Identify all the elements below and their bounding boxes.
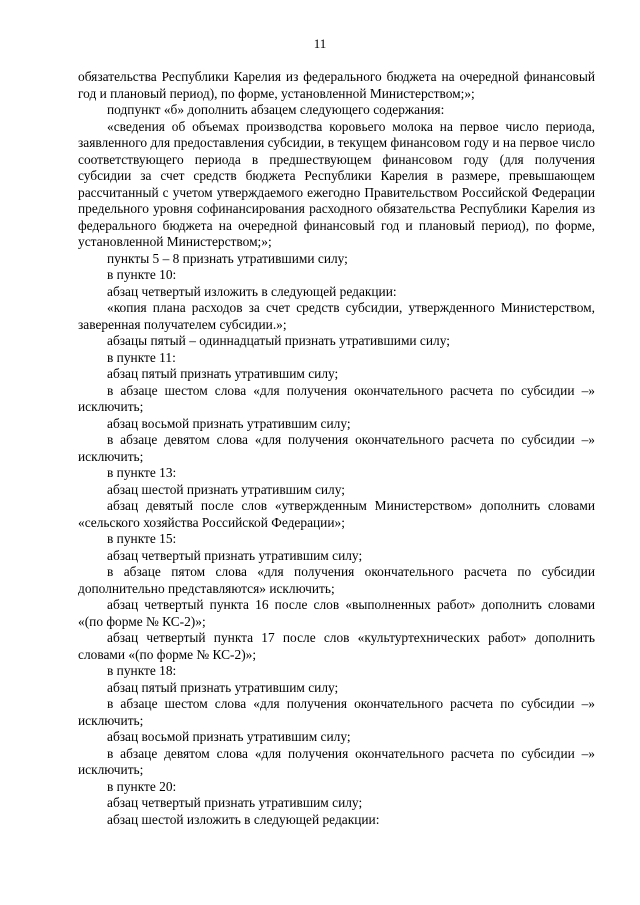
- paragraph: абзац пятый признать утратившим силу;: [107, 679, 339, 695]
- paragraph: обязательства Республики Карелия из федерального бюджета на очередной финансовый год и плановый период), по форме, установленной Министерством;»;: [78, 69, 595, 101]
- paragraph: в пункте 20:: [107, 778, 177, 794]
- paragraph: абзац восьмой признать утратившим силу;: [107, 415, 351, 431]
- paragraph: абзац четвертый изложить в следующей редакции:: [107, 283, 397, 299]
- paragraph: в абзаце девятом слова «для получения окончательного расчета по субсидии –» исключить;: [78, 745, 595, 777]
- paragraph: в пункте 18:: [107, 663, 177, 678]
- paragraph: абзац четвертый пункта 17 после слов «культуртехнических работ» дополнить словами «(по форме № КС-2)»;: [78, 630, 595, 662]
- paragraph: в абзаце шестом слова «для получения окончательного расчета по субсидии –» исключить;: [78, 382, 595, 414]
- paragraph: абзац шестой изложить в следующей редакции:: [107, 811, 380, 827]
- document-body: [78, 69, 595, 828]
- paragraph: в пункте 15:: [107, 531, 177, 546]
- paragraph: в пункте 13:: [107, 465, 177, 480]
- paragraph: в абзаце шестом слова «для получения окончательного расчета по субсидии –» исключить;: [78, 696, 595, 728]
- paragraph: в пункте 10:: [107, 267, 177, 282]
- paragraph: в абзаце девятом слова «для получения окончательного расчета по субсидии –» исключить;: [78, 432, 595, 464]
- paragraph: абзац восьмой признать утратившим силу;: [107, 729, 351, 744]
- paragraph: «сведения об объемах производства коровьего молока на первое число периода, заявленного для предоставления субсидии, в текущем финансовом году и на первое число соответствующего периода в предшествующем финансовом году (для получения субсидии за счет средств бюджета Республики Карелия в размере, превышающем рассчитанный с учетом утверждаемого ежегодно Правительством Российской Федерации предельного уровня софинансирования расходного обязательства Республики Карелия из федерального бюджета на очередной финансовый год и плановый период), по форме, установленной Министерством;»;: [78, 118, 595, 249]
- paragraph: абзац шестой признать утратившим силу;: [107, 481, 345, 497]
- paragraph: в пункте 11:: [107, 349, 176, 365]
- page-number: 11: [313, 36, 327, 51]
- paragraph: абзац четвертый признать утратившим силу;: [107, 547, 363, 563]
- paragraph: абзац девятый после слов «утвержденным Министерством» дополнить словами «сельского хозяйства Российской Федерации»;: [78, 498, 595, 530]
- paragraph: пункты 5 – 8 признать утратившими силу;: [107, 250, 348, 266]
- paragraph: «копия плана расходов за счет средств субсидии, утвержденного Министерством, заверенная получателем субсидии.»;: [78, 300, 595, 332]
- paragraph: в абзаце пятом слова «для получения окончательного расчета по субсидии дополнительно представляются» исключить;: [78, 564, 595, 596]
- paragraph: подпункт «б» дополнить абзацем следующего содержания:: [107, 102, 445, 117]
- paragraph: абзац пятый признать утратившим силу;: [107, 366, 339, 381]
- paragraph: абзац четвертый пункта 16 после слов «выполненных работ» дополнить словами «(по форме № КС-2)»;: [78, 597, 595, 629]
- paragraph: абзацы пятый – одиннадцатый признать утратившими силу;: [107, 333, 450, 348]
- paragraph: абзац четвертый признать утратившим силу;: [107, 795, 363, 810]
